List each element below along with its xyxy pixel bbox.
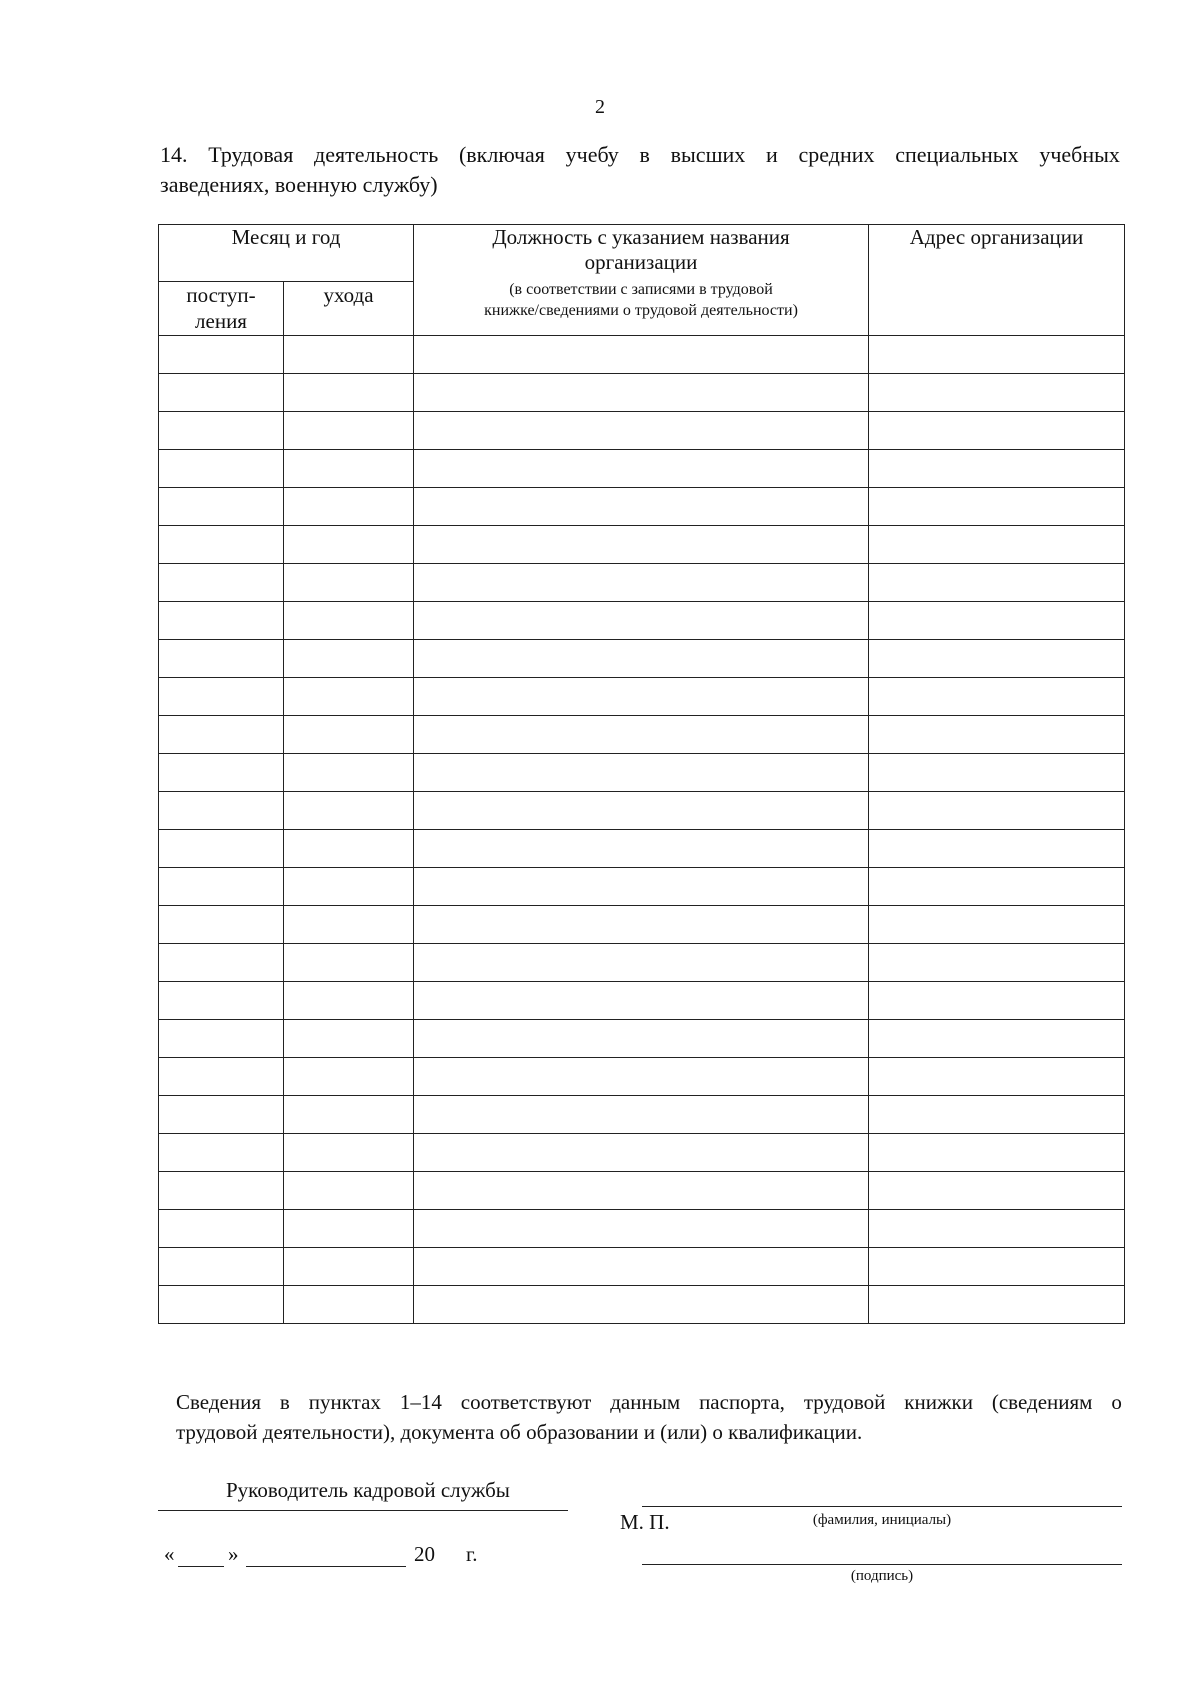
confirmation-word: соответствуют <box>460 1390 592 1414</box>
header-month-year: Месяц и год <box>159 225 414 282</box>
table-row <box>159 906 1125 944</box>
section-heading-line2: заведениях, военную службу) <box>160 172 438 197</box>
position-cell[interactable] <box>414 678 869 716</box>
confirmation-word: книжки <box>904 1390 973 1414</box>
exit-date-cell[interactable] <box>284 640 414 678</box>
position-cell[interactable] <box>414 792 869 830</box>
signatory-title-underline <box>158 1510 568 1511</box>
heading-word: специальных <box>895 142 1019 167</box>
entry-date-cell[interactable] <box>159 906 284 944</box>
confirmation-word: данным <box>610 1390 681 1414</box>
table-row <box>159 412 1125 450</box>
address-cell[interactable] <box>869 602 1125 640</box>
exit-date-cell[interactable] <box>284 602 414 640</box>
heading-word: и <box>766 142 778 167</box>
confirmation-word: в <box>279 1390 290 1414</box>
table-row <box>159 564 1125 602</box>
header-entry-line2: ления <box>195 309 247 333</box>
signatory-title: Руководитель кадровой службы <box>226 1478 510 1502</box>
entry-date-cell[interactable] <box>159 944 284 982</box>
entry-date-cell[interactable] <box>159 640 284 678</box>
confirmation-word: 1–14 <box>399 1390 442 1414</box>
name-field-line[interactable] <box>642 1506 1122 1507</box>
heading-word: деятельность <box>314 142 439 167</box>
header-position-note-line1: (в соответствии с записями в трудовой <box>509 281 773 298</box>
position-cell[interactable] <box>414 1020 869 1058</box>
entry-date-cell[interactable] <box>159 830 284 868</box>
position-cell[interactable] <box>414 640 869 678</box>
table-row <box>159 450 1125 488</box>
exit-date-cell[interactable] <box>284 412 414 450</box>
heading-word: 14. <box>160 142 188 167</box>
address-cell[interactable] <box>869 640 1125 678</box>
exit-date-cell[interactable] <box>284 1134 414 1172</box>
heading-word: средних <box>798 142 875 167</box>
address-cell[interactable] <box>869 1210 1125 1248</box>
signature-caption: (подпись) <box>850 1568 914 1584</box>
table-row <box>159 602 1125 640</box>
table-row <box>159 1172 1125 1210</box>
confirmation-word: паспорта, <box>699 1390 785 1414</box>
date-day-line[interactable] <box>178 1566 224 1567</box>
confirmation-text <box>176 1387 1122 1447</box>
table-row <box>159 868 1125 906</box>
heading-word: в <box>639 142 650 167</box>
stamp-place-label: М. П. <box>620 1510 670 1534</box>
position-cell[interactable] <box>414 1096 869 1134</box>
header-address: Адрес организации <box>869 225 1125 336</box>
position-cell[interactable] <box>414 868 869 906</box>
exit-date-cell[interactable] <box>284 830 414 868</box>
entry-date-cell[interactable] <box>159 792 284 830</box>
table-row <box>159 678 1125 716</box>
date-year-suffix: г. <box>466 1542 478 1566</box>
position-cell[interactable] <box>414 374 869 412</box>
address-cell[interactable] <box>869 1096 1125 1134</box>
exit-date-cell[interactable] <box>284 450 414 488</box>
entry-date-cell[interactable] <box>159 374 284 412</box>
position-cell[interactable] <box>414 1286 869 1324</box>
entry-date-cell[interactable] <box>159 868 284 906</box>
address-cell[interactable] <box>869 1134 1125 1172</box>
table-row <box>159 944 1125 982</box>
header-entry-line1: поступ- <box>186 283 256 307</box>
entry-date-cell[interactable] <box>159 754 284 792</box>
entry-date-cell[interactable] <box>159 716 284 754</box>
header-position-line1: Должность с указанием названия <box>492 225 790 249</box>
address-cell[interactable] <box>869 716 1125 754</box>
confirmation-word: (сведениям <box>991 1390 1093 1414</box>
signature-line[interactable] <box>642 1564 1122 1565</box>
address-cell[interactable] <box>869 1020 1125 1058</box>
position-cell[interactable] <box>414 830 869 868</box>
position-cell[interactable] <box>414 716 869 754</box>
date-close-quote: » <box>228 1542 239 1566</box>
heading-word: высших <box>670 142 746 167</box>
exit-date-cell[interactable] <box>284 792 414 830</box>
table-row <box>159 488 1125 526</box>
confirmation-word: пунктах <box>308 1390 381 1414</box>
exit-date-cell[interactable] <box>284 526 414 564</box>
entry-date-cell[interactable] <box>159 526 284 564</box>
position-cell[interactable] <box>414 906 869 944</box>
heading-word: Трудовая <box>208 142 294 167</box>
address-cell[interactable] <box>869 374 1125 412</box>
table-row <box>159 1020 1125 1058</box>
confirmation-line1 <box>176 1387 1122 1417</box>
confirmation-word: трудовой <box>803 1390 886 1414</box>
name-field-caption: (фамилия, инициалы) <box>812 1512 952 1528</box>
address-cell[interactable] <box>869 944 1125 982</box>
table-row <box>159 1096 1125 1134</box>
position-cell[interactable] <box>414 1058 869 1096</box>
exit-date-cell[interactable] <box>284 678 414 716</box>
exit-date-cell[interactable] <box>284 1058 414 1096</box>
exit-date-cell[interactable] <box>284 1286 414 1324</box>
position-cell[interactable] <box>414 982 869 1020</box>
entry-date-cell[interactable] <box>159 1058 284 1096</box>
address-cell[interactable] <box>869 868 1125 906</box>
entry-date-cell[interactable] <box>159 1210 284 1248</box>
section-heading-line1 <box>160 140 1120 170</box>
employment-table <box>158 224 1124 1324</box>
position-cell[interactable] <box>414 564 869 602</box>
address-cell[interactable] <box>869 1172 1125 1210</box>
table-body <box>159 336 1125 1324</box>
exit-date-cell[interactable] <box>284 1096 414 1134</box>
address-cell[interactable] <box>869 754 1125 792</box>
table-row <box>159 830 1125 868</box>
entry-date-cell[interactable] <box>159 982 284 1020</box>
date-open-quote: « <box>164 1542 175 1566</box>
exit-date-cell[interactable] <box>284 868 414 906</box>
address-cell[interactable] <box>869 792 1125 830</box>
entry-date-cell[interactable] <box>159 488 284 526</box>
position-cell[interactable] <box>414 450 869 488</box>
date-year-prefix: 20 <box>414 1542 435 1566</box>
entry-date-cell[interactable] <box>159 1248 284 1286</box>
header-position-note <box>414 279 868 321</box>
exit-date-cell[interactable] <box>284 944 414 982</box>
address-cell[interactable] <box>869 488 1125 526</box>
exit-date-cell[interactable] <box>284 1248 414 1286</box>
entry-date-cell[interactable] <box>159 450 284 488</box>
header-entry <box>159 282 284 336</box>
exit-date-cell[interactable] <box>284 374 414 412</box>
address-cell[interactable] <box>869 1058 1125 1096</box>
table-row <box>159 1058 1125 1096</box>
position-cell[interactable] <box>414 944 869 982</box>
entry-date-cell[interactable] <box>159 602 284 640</box>
table-row <box>159 982 1125 1020</box>
table-row <box>159 640 1125 678</box>
confirmation-word: Сведения <box>176 1390 261 1414</box>
exit-date-cell[interactable] <box>284 564 414 602</box>
address-cell[interactable] <box>869 1248 1125 1286</box>
position-cell[interactable] <box>414 1210 869 1248</box>
position-cell[interactable] <box>414 1134 869 1172</box>
exit-date-cell[interactable] <box>284 754 414 792</box>
exit-date-cell[interactable] <box>284 488 414 526</box>
address-cell[interactable] <box>869 526 1125 564</box>
exit-date-cell[interactable] <box>284 906 414 944</box>
entry-date-cell[interactable] <box>159 1172 284 1210</box>
table-row <box>159 754 1125 792</box>
entry-date-cell[interactable] <box>159 336 284 374</box>
position-cell[interactable] <box>414 412 869 450</box>
address-cell[interactable] <box>869 678 1125 716</box>
heading-word: учебных <box>1039 142 1120 167</box>
table-row <box>159 1210 1125 1248</box>
header-position-line2: организации <box>584 250 698 274</box>
exit-date-cell[interactable] <box>284 1020 414 1058</box>
position-cell[interactable] <box>414 602 869 640</box>
header-position <box>414 225 869 336</box>
entry-date-cell[interactable] <box>159 1020 284 1058</box>
position-cell[interactable] <box>414 1172 869 1210</box>
entry-date-cell[interactable] <box>159 1286 284 1324</box>
address-cell[interactable] <box>869 450 1125 488</box>
table-row <box>159 374 1125 412</box>
confirmation-line2: трудовой деятельности), документа об образовании и (или) о квалификации. <box>176 1420 863 1444</box>
table-row <box>159 1248 1125 1286</box>
address-cell[interactable] <box>869 830 1125 868</box>
table-row <box>159 336 1125 374</box>
position-cell[interactable] <box>414 488 869 526</box>
table-row <box>159 1134 1125 1172</box>
position-cell[interactable] <box>414 754 869 792</box>
address-cell[interactable] <box>869 336 1125 374</box>
address-cell[interactable] <box>869 906 1125 944</box>
address-cell[interactable] <box>869 412 1125 450</box>
exit-date-cell[interactable] <box>284 716 414 754</box>
header-position-note-line2: книжке/сведениями о трудовой деятельности) <box>484 302 798 319</box>
header-exit: ухода <box>284 282 414 336</box>
position-cell[interactable] <box>414 1248 869 1286</box>
heading-word: (включая <box>458 142 545 167</box>
position-cell[interactable] <box>414 336 869 374</box>
section-heading <box>160 140 1120 200</box>
table-row <box>159 716 1125 754</box>
exit-date-cell[interactable] <box>284 336 414 374</box>
entry-date-cell[interactable] <box>159 412 284 450</box>
address-cell[interactable] <box>869 1286 1125 1324</box>
position-cell[interactable] <box>414 526 869 564</box>
table-row <box>159 526 1125 564</box>
entry-date-cell[interactable] <box>159 1096 284 1134</box>
exit-date-cell[interactable] <box>284 1172 414 1210</box>
exit-date-cell[interactable] <box>284 1210 414 1248</box>
address-cell[interactable] <box>869 982 1125 1020</box>
exit-date-cell[interactable] <box>284 982 414 1020</box>
table-row <box>159 1286 1125 1324</box>
date-month-line[interactable] <box>246 1566 406 1567</box>
entry-date-cell[interactable] <box>159 678 284 716</box>
address-cell[interactable] <box>869 564 1125 602</box>
entry-date-cell[interactable] <box>159 564 284 602</box>
page-number: 2 <box>595 96 605 118</box>
table-row <box>159 792 1125 830</box>
entry-date-cell[interactable] <box>159 1134 284 1172</box>
confirmation-word: о <box>1111 1390 1122 1414</box>
heading-word: учебу <box>565 142 619 167</box>
